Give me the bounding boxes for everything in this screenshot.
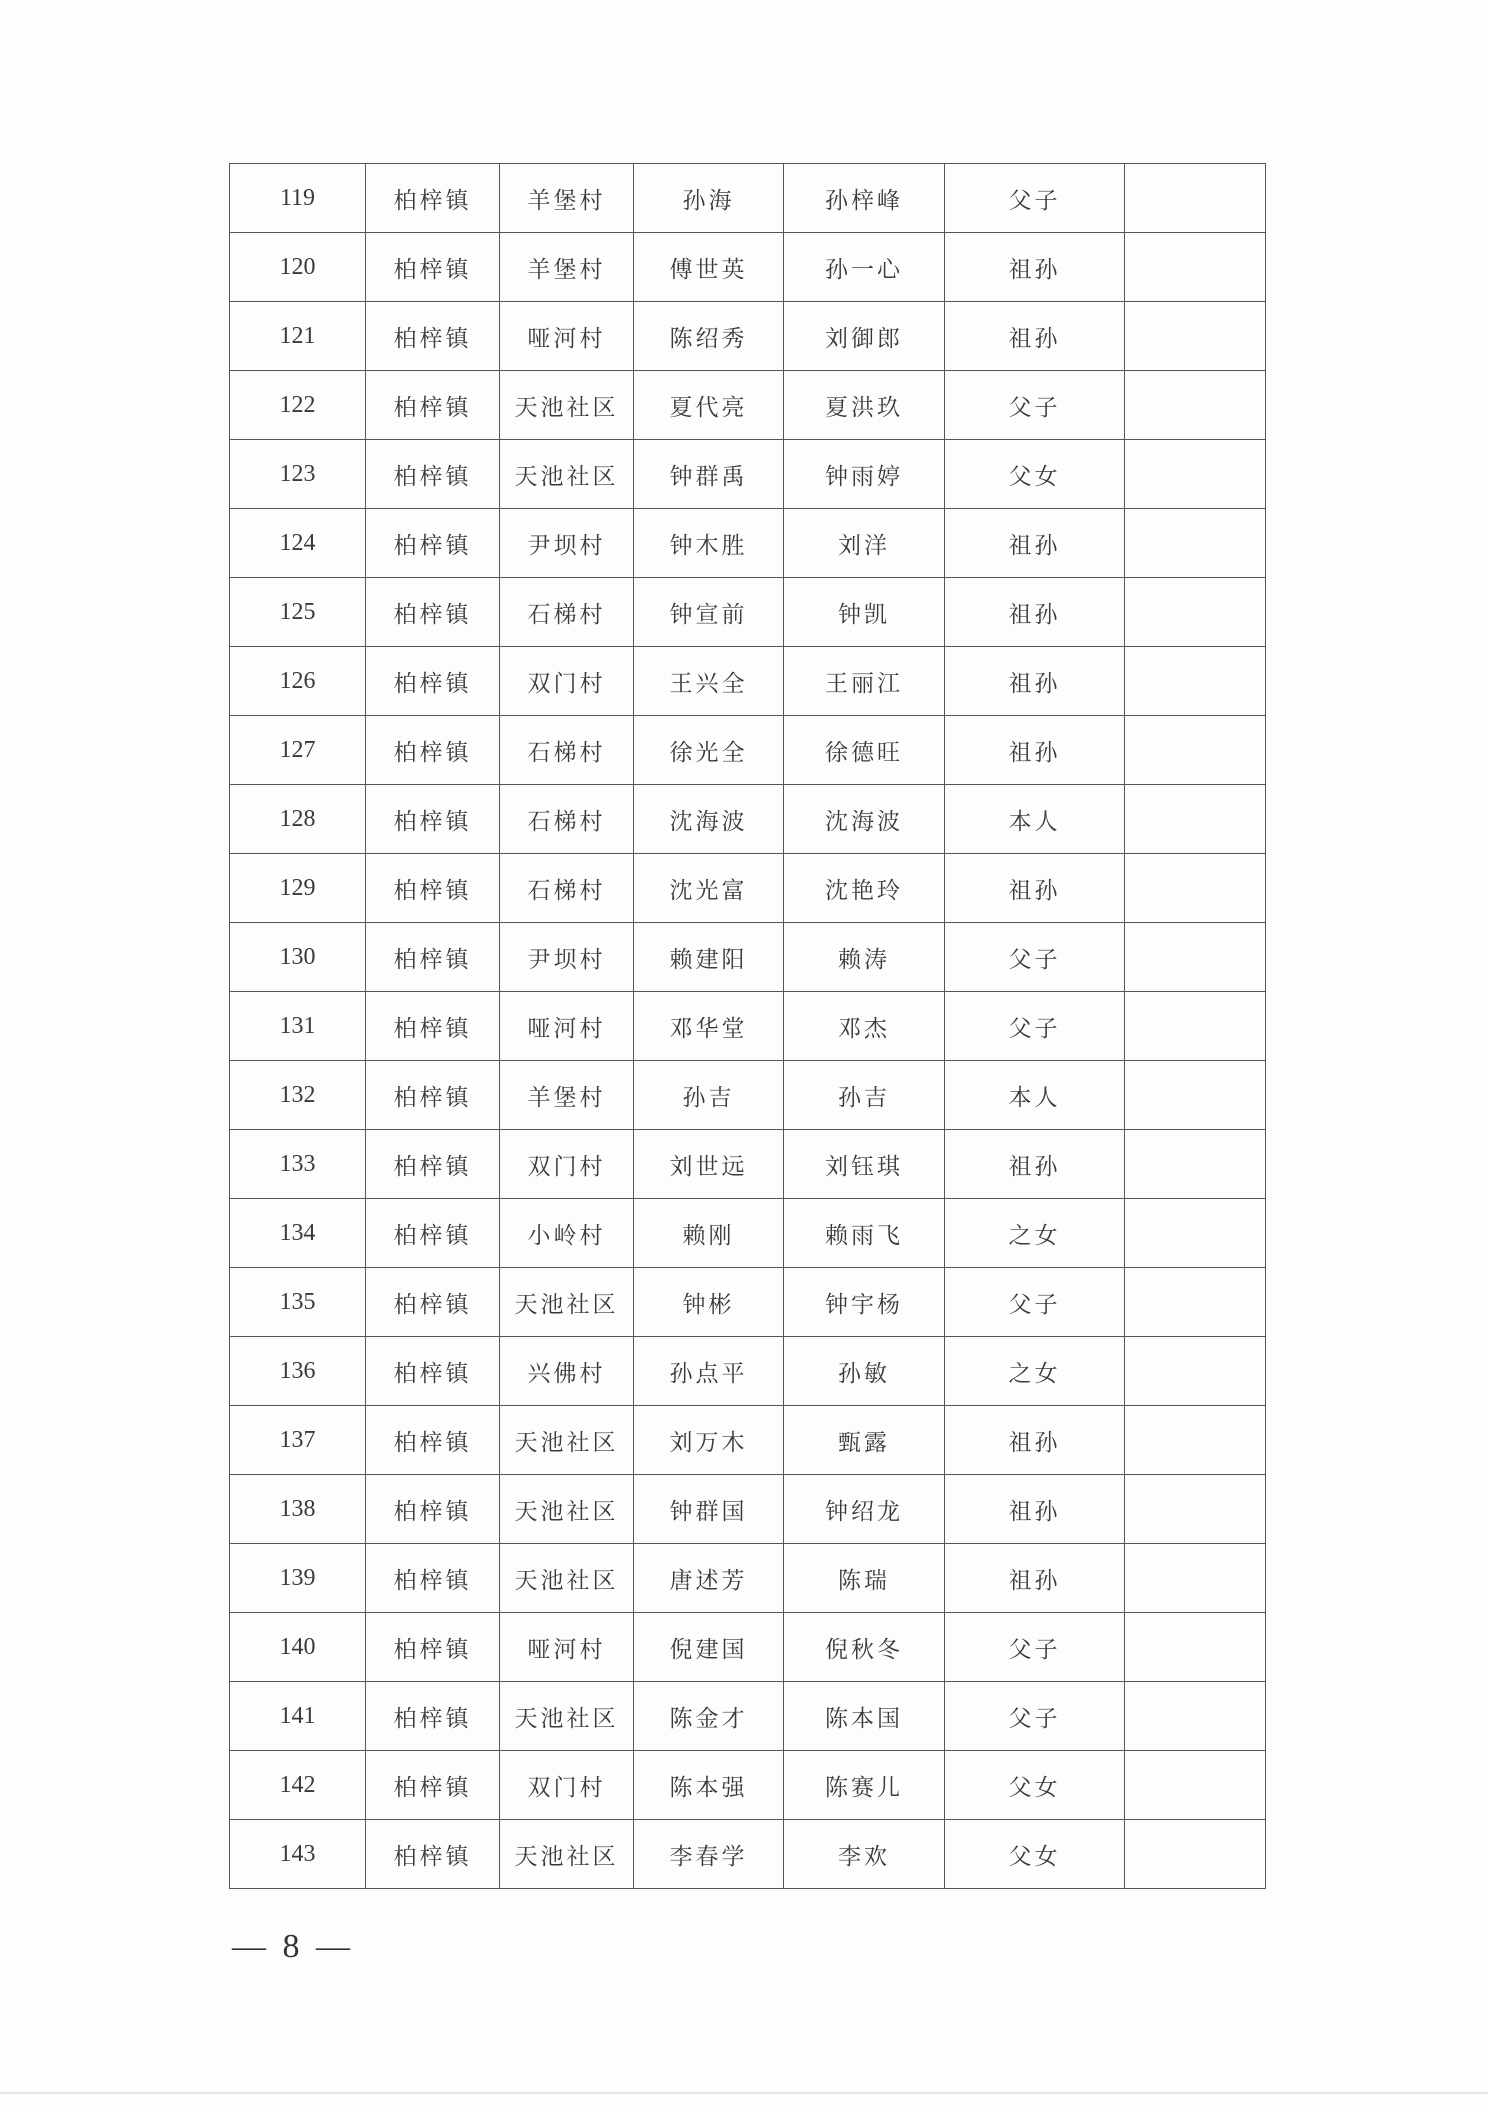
cell-student-name: 孙梓峰 — [784, 164, 945, 233]
cell-serial-number: 143 — [230, 1820, 366, 1889]
cell-serial-number: 128 — [230, 785, 366, 854]
cell-village: 石梯村 — [500, 785, 634, 854]
cell-student-name: 赖雨飞 — [784, 1199, 945, 1268]
cell-town: 柏梓镇 — [366, 923, 500, 992]
cell-relation: 父女 — [945, 1820, 1125, 1889]
cell-student-name: 王丽江 — [784, 647, 945, 716]
cell-remark — [1125, 1751, 1266, 1820]
cell-remark — [1125, 578, 1266, 647]
cell-remark — [1125, 1475, 1266, 1544]
cell-remark — [1125, 1544, 1266, 1613]
cell-town: 柏梓镇 — [366, 647, 500, 716]
cell-serial-number: 133 — [230, 1130, 366, 1199]
table-row — [230, 1613, 1266, 1682]
cell-elder-name: 李春学 — [634, 1820, 784, 1889]
cell-elder-name: 孙吉 — [634, 1061, 784, 1130]
cell-elder-name: 沈海波 — [634, 785, 784, 854]
cell-serial-number: 129 — [230, 854, 366, 923]
cell-town: 柏梓镇 — [366, 1613, 500, 1682]
cell-serial-number: 122 — [230, 371, 366, 440]
cell-remark — [1125, 371, 1266, 440]
cell-town: 柏梓镇 — [366, 785, 500, 854]
cell-student-name: 李欢 — [784, 1820, 945, 1889]
cell-serial-number: 127 — [230, 716, 366, 785]
cell-relation: 之女 — [945, 1337, 1125, 1406]
cell-elder-name: 傅世英 — [634, 233, 784, 302]
cell-student-name: 钟雨婷 — [784, 440, 945, 509]
cell-village: 尹坝村 — [500, 509, 634, 578]
cell-village: 双门村 — [500, 1751, 634, 1820]
cell-remark — [1125, 440, 1266, 509]
cell-serial-number: 131 — [230, 992, 366, 1061]
cell-remark — [1125, 1820, 1266, 1889]
cell-elder-name: 赖刚 — [634, 1199, 784, 1268]
cell-elder-name: 陈本强 — [634, 1751, 784, 1820]
cell-town: 柏梓镇 — [366, 1682, 500, 1751]
cell-town: 柏梓镇 — [366, 233, 500, 302]
cell-remark — [1125, 233, 1266, 302]
cell-village: 天池社区 — [500, 1268, 634, 1337]
cell-student-name: 倪秋冬 — [784, 1613, 945, 1682]
cell-remark — [1125, 785, 1266, 854]
cell-elder-name: 刘世远 — [634, 1130, 784, 1199]
table-row — [230, 1199, 1266, 1268]
cell-relation: 祖孙 — [945, 854, 1125, 923]
cell-elder-name: 邓华堂 — [634, 992, 784, 1061]
cell-remark — [1125, 854, 1266, 923]
cell-town: 柏梓镇 — [366, 371, 500, 440]
cell-relation: 父子 — [945, 1268, 1125, 1337]
cell-town: 柏梓镇 — [366, 1751, 500, 1820]
cell-remark — [1125, 1337, 1266, 1406]
cell-remark — [1125, 164, 1266, 233]
cell-relation: 父子 — [945, 164, 1125, 233]
table-row — [230, 509, 1266, 578]
table-row — [230, 1682, 1266, 1751]
cell-town: 柏梓镇 — [366, 1268, 500, 1337]
cell-student-name: 钟凯 — [784, 578, 945, 647]
cell-town: 柏梓镇 — [366, 992, 500, 1061]
cell-town: 柏梓镇 — [366, 1061, 500, 1130]
cell-student-name: 钟绍龙 — [784, 1475, 945, 1544]
cell-relation: 父子 — [945, 371, 1125, 440]
cell-serial-number: 125 — [230, 578, 366, 647]
table-row — [230, 578, 1266, 647]
table-row — [230, 302, 1266, 371]
cell-student-name: 陈瑞 — [784, 1544, 945, 1613]
cell-elder-name: 徐光全 — [634, 716, 784, 785]
cell-relation: 祖孙 — [945, 509, 1125, 578]
cell-village: 哑河村 — [500, 992, 634, 1061]
cell-elder-name: 刘万木 — [634, 1406, 784, 1475]
cell-elder-name: 钟群国 — [634, 1475, 784, 1544]
table-row — [230, 164, 1266, 233]
table-row — [230, 923, 1266, 992]
cell-remark — [1125, 716, 1266, 785]
cell-serial-number: 140 — [230, 1613, 366, 1682]
cell-village: 羊堡村 — [500, 1061, 634, 1130]
cell-relation: 祖孙 — [945, 1475, 1125, 1544]
cell-student-name: 赖涛 — [784, 923, 945, 992]
cell-relation: 祖孙 — [945, 1544, 1125, 1613]
cell-serial-number: 119 — [230, 164, 366, 233]
cell-village: 石梯村 — [500, 716, 634, 785]
cell-student-name: 夏洪玖 — [784, 371, 945, 440]
table-row — [230, 1061, 1266, 1130]
cell-village: 天池社区 — [500, 1820, 634, 1889]
cell-town: 柏梓镇 — [366, 1475, 500, 1544]
cell-serial-number: 126 — [230, 647, 366, 716]
cell-student-name: 孙一心 — [784, 233, 945, 302]
cell-serial-number: 120 — [230, 233, 366, 302]
table-row — [230, 647, 1266, 716]
cell-village: 小岭村 — [500, 1199, 634, 1268]
cell-relation: 父子 — [945, 1613, 1125, 1682]
cell-serial-number: 135 — [230, 1268, 366, 1337]
cell-elder-name: 沈光富 — [634, 854, 784, 923]
cell-town: 柏梓镇 — [366, 1820, 500, 1889]
cell-student-name: 刘御郎 — [784, 302, 945, 371]
cell-village: 天池社区 — [500, 1544, 634, 1613]
table-row — [230, 1475, 1266, 1544]
cell-remark — [1125, 1061, 1266, 1130]
cell-village: 羊堡村 — [500, 164, 634, 233]
table-row — [230, 785, 1266, 854]
cell-elder-name: 唐述芳 — [634, 1544, 784, 1613]
cell-relation: 本人 — [945, 1061, 1125, 1130]
cell-village: 天池社区 — [500, 1475, 634, 1544]
cell-town: 柏梓镇 — [366, 509, 500, 578]
cell-elder-name: 陈金才 — [634, 1682, 784, 1751]
cell-student-name: 甄露 — [784, 1406, 945, 1475]
cell-elder-name: 倪建国 — [634, 1613, 784, 1682]
table-row — [230, 233, 1266, 302]
cell-relation: 祖孙 — [945, 233, 1125, 302]
cell-relation: 祖孙 — [945, 1130, 1125, 1199]
cell-village: 哑河村 — [500, 1613, 634, 1682]
cell-relation: 祖孙 — [945, 647, 1125, 716]
cell-relation: 父子 — [945, 992, 1125, 1061]
cell-relation: 本人 — [945, 785, 1125, 854]
cell-remark — [1125, 1613, 1266, 1682]
cell-village: 羊堡村 — [500, 233, 634, 302]
cell-relation: 父女 — [945, 1751, 1125, 1820]
cell-village: 天池社区 — [500, 440, 634, 509]
cell-student-name: 沈海波 — [784, 785, 945, 854]
cell-village: 双门村 — [500, 647, 634, 716]
cell-town: 柏梓镇 — [366, 854, 500, 923]
cell-relation: 之女 — [945, 1199, 1125, 1268]
cell-elder-name: 钟群禹 — [634, 440, 784, 509]
cell-elder-name: 孙点平 — [634, 1337, 784, 1406]
cell-elder-name: 夏代亮 — [634, 371, 784, 440]
cell-student-name: 陈赛儿 — [784, 1751, 945, 1820]
cell-remark — [1125, 1199, 1266, 1268]
page-number: — 8 — — [232, 1928, 354, 1965]
cell-student-name: 沈艳玲 — [784, 854, 945, 923]
table-row — [230, 854, 1266, 923]
cell-serial-number: 141 — [230, 1682, 366, 1751]
cell-town: 柏梓镇 — [366, 1406, 500, 1475]
cell-serial-number: 121 — [230, 302, 366, 371]
cell-town: 柏梓镇 — [366, 716, 500, 785]
roster-body — [230, 164, 1266, 1889]
roster-table — [229, 163, 1266, 1889]
table-row — [230, 1820, 1266, 1889]
table-row — [230, 1751, 1266, 1820]
cell-town: 柏梓镇 — [366, 440, 500, 509]
cell-student-name: 邓杰 — [784, 992, 945, 1061]
cell-village: 哑河村 — [500, 302, 634, 371]
cell-elder-name: 孙海 — [634, 164, 784, 233]
cell-remark — [1125, 302, 1266, 371]
cell-village: 天池社区 — [500, 371, 634, 440]
cell-village: 石梯村 — [500, 854, 634, 923]
cell-town: 柏梓镇 — [366, 1130, 500, 1199]
table-row — [230, 440, 1266, 509]
table-row — [230, 371, 1266, 440]
cell-elder-name: 王兴全 — [634, 647, 784, 716]
cell-relation: 祖孙 — [945, 302, 1125, 371]
cell-relation: 父子 — [945, 1682, 1125, 1751]
cell-remark — [1125, 509, 1266, 578]
cell-elder-name: 钟木胜 — [634, 509, 784, 578]
cell-village: 尹坝村 — [500, 923, 634, 992]
cell-serial-number: 137 — [230, 1406, 366, 1475]
cell-elder-name: 钟彬 — [634, 1268, 784, 1337]
cell-student-name: 刘洋 — [784, 509, 945, 578]
cell-remark — [1125, 1682, 1266, 1751]
cell-remark — [1125, 1130, 1266, 1199]
cell-village: 兴佛村 — [500, 1337, 634, 1406]
cell-town: 柏梓镇 — [366, 578, 500, 647]
cell-serial-number: 134 — [230, 1199, 366, 1268]
cell-serial-number: 123 — [230, 440, 366, 509]
cell-serial-number: 130 — [230, 923, 366, 992]
cell-relation: 祖孙 — [945, 716, 1125, 785]
cell-serial-number: 142 — [230, 1751, 366, 1820]
cell-relation: 祖孙 — [945, 578, 1125, 647]
cell-student-name: 刘钰琪 — [784, 1130, 945, 1199]
cell-serial-number: 136 — [230, 1337, 366, 1406]
cell-serial-number: 138 — [230, 1475, 366, 1544]
cell-village: 双门村 — [500, 1130, 634, 1199]
cell-elder-name: 赖建阳 — [634, 923, 784, 992]
cell-remark — [1125, 647, 1266, 716]
cell-serial-number: 139 — [230, 1544, 366, 1613]
cell-serial-number: 132 — [230, 1061, 366, 1130]
cell-village: 石梯村 — [500, 578, 634, 647]
cell-student-name: 徐德旺 — [784, 716, 945, 785]
cell-town: 柏梓镇 — [366, 1337, 500, 1406]
cell-relation: 父子 — [945, 923, 1125, 992]
cell-remark — [1125, 1268, 1266, 1337]
table-row — [230, 1544, 1266, 1613]
cell-serial-number: 124 — [230, 509, 366, 578]
cell-village: 天池社区 — [500, 1406, 634, 1475]
cell-student-name: 陈本国 — [784, 1682, 945, 1751]
table-row — [230, 716, 1266, 785]
table-row — [230, 1337, 1266, 1406]
cell-elder-name: 钟宣前 — [634, 578, 784, 647]
cell-town: 柏梓镇 — [366, 164, 500, 233]
table-row — [230, 1406, 1266, 1475]
scan-edge-line — [0, 2092, 1488, 2094]
cell-village: 天池社区 — [500, 1682, 634, 1751]
cell-town: 柏梓镇 — [366, 1544, 500, 1613]
cell-town: 柏梓镇 — [366, 1199, 500, 1268]
table-row — [230, 992, 1266, 1061]
cell-student-name: 钟宇杨 — [784, 1268, 945, 1337]
cell-relation: 祖孙 — [945, 1406, 1125, 1475]
cell-remark — [1125, 992, 1266, 1061]
cell-remark — [1125, 1406, 1266, 1475]
cell-relation: 父女 — [945, 440, 1125, 509]
table-row — [230, 1130, 1266, 1199]
cell-student-name: 孙吉 — [784, 1061, 945, 1130]
cell-student-name: 孙敏 — [784, 1337, 945, 1406]
cell-remark — [1125, 923, 1266, 992]
table-row — [230, 1268, 1266, 1337]
cell-elder-name: 陈绍秀 — [634, 302, 784, 371]
cell-town: 柏梓镇 — [366, 302, 500, 371]
